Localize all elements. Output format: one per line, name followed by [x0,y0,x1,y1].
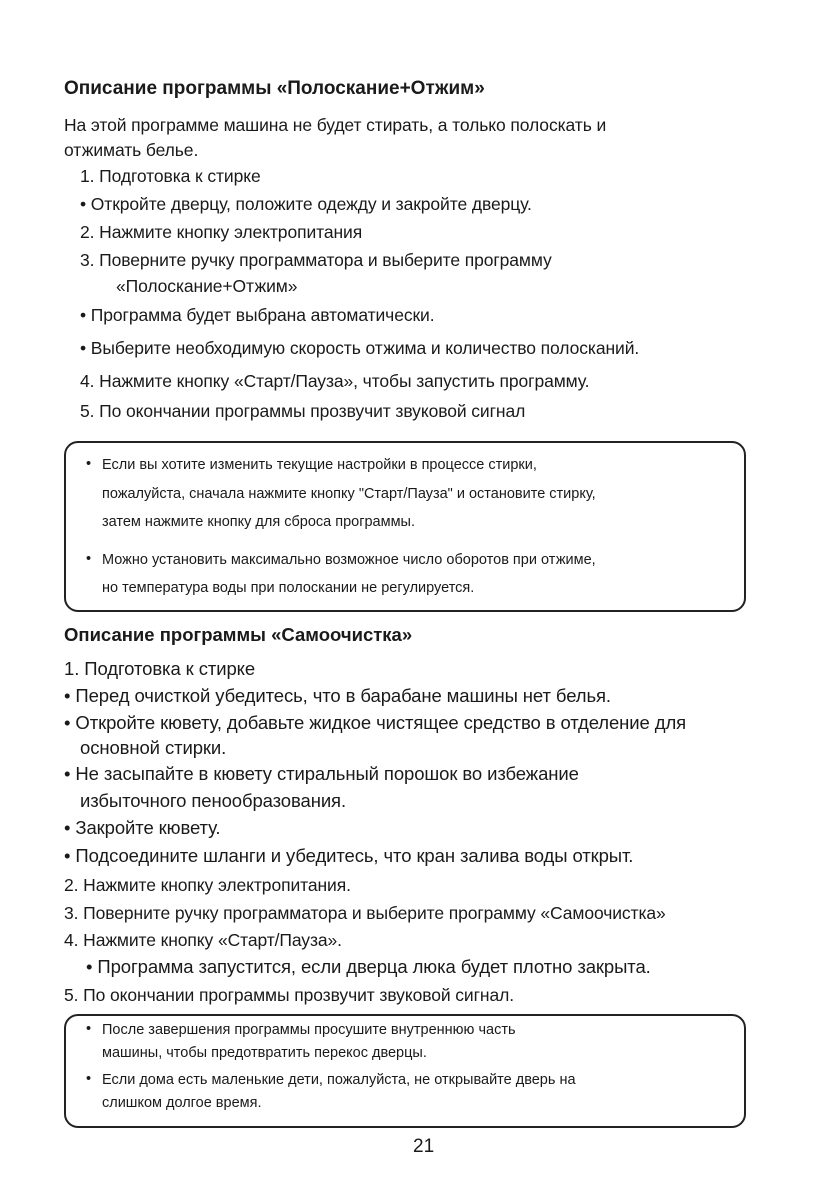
bullet: • [86,1021,92,1037]
list-item: • Откройте кювету, добавьте жидкое чистящее средство в отделение для [64,712,687,733]
list-item: 1. Подготовка к стирке [80,166,261,186]
list-item: 1. Подготовка к стирке [64,658,256,679]
list-item: • Закройте кювету. [64,817,221,838]
intro-text: отжимать белье. [64,140,199,160]
section-title-self-clean: Описание программы «Самоочистка» [64,624,413,645]
list-item: 3. Поверните ручку программатора и выберите программу [80,250,552,270]
list-item: основной стирки. [80,737,227,758]
note-text: Если дома есть маленькие дети, пожалуйста, не открывайте дверь на [102,1072,576,1088]
bullet: • [86,456,92,472]
list-item: • Откройте дверцу, положите одежду и закройте дверцу. [80,194,532,214]
list-item: 3. Поверните ручку программатора и выберите программу «Самоочистка» [64,903,666,923]
list-item: • Программа запустится, если дверца люка будет плотно закрыта. [86,956,651,977]
note-text: но температура воды при полоскании не регулируется. [102,580,475,596]
page-number: 21 [413,1136,435,1157]
list-item: 5. По окончании программы прозвучит звуковой сигнал [80,401,526,421]
note-text: Если вы хотите изменить текущие настройки в процессе стирки, [102,457,537,473]
list-item: 4. Нажмите кнопку «Старт/Пауза». [64,930,342,950]
note-text: слишком долгое время. [102,1095,262,1111]
intro-text: На этой программе машина не будет стирать, а только полоскать и [64,115,607,135]
note-text: машины, чтобы предотвратить перекос дверцы. [102,1045,427,1061]
list-item: «Полоскание+Отжим» [116,276,298,296]
list-item: 2. Нажмите кнопку электропитания. [64,875,351,895]
list-item: 2. Нажмите кнопку электропитания [80,222,363,242]
note-text: Можно установить максимально возможное число оборотов при отжиме, [102,552,596,568]
section-title-rinse-spin: Описание программы «Полоскание+Отжим» [64,78,485,99]
list-item: избыточного пенообразования. [80,790,347,811]
bullet: • [86,551,92,567]
note-text: затем нажмите кнопку для сброса программы. [102,514,416,530]
note-box [64,441,746,612]
note-text: пожалуйста, сначала нажмите кнопку "Старт/Пауза" и остановите стирку, [102,486,596,502]
list-item: • Подсоедините шланги и убедитесь, что кран залива воды открыт. [64,845,634,866]
list-item: 5. По окончании программы прозвучит звуковой сигнал. [64,985,514,1005]
list-item: 4. Нажмите кнопку «Старт/Пауза», чтобы запустить программу. [80,371,590,391]
list-item: • Программа будет выбрана автоматически. [80,305,435,325]
note-box [64,1014,746,1128]
bullet: • [86,1071,92,1087]
list-item: • Перед очисткой убедитесь, что в барабане машины нет белья. [64,685,611,706]
list-item: • Выберите необходимую скорость отжима и количество полосканий. [80,338,640,358]
note-text: После завершения программы просушите внутреннюю часть [102,1022,516,1038]
list-item: • Не засыпайте в кювету стиральный порошок во избежание [64,763,579,784]
